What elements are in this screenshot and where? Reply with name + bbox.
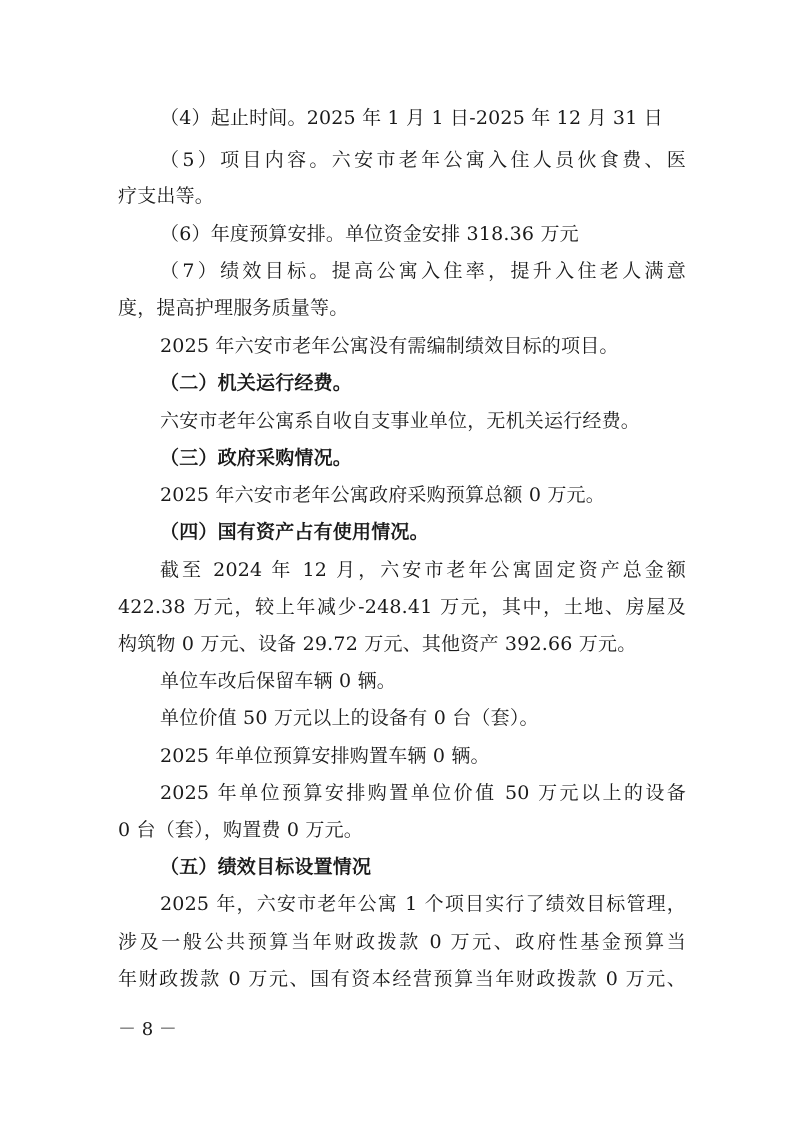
text-line: 单位价值 50 万元以上的设备有 0 台（套）。 [160,707,539,729]
section-heading: （二）机关运行经费。 [160,372,353,394]
text-line: 涉及一般公共预算当年财政拨款 0 万元、政府性基金预算当 [118,931,686,953]
text-line: 疗支出等。 [118,185,215,207]
section-heading: （五）绩效目标设置情况 [160,856,372,878]
text-line: 构筑物 0 万元、设备 29.72 万元、其他资产 392.66 万元。 [118,633,637,655]
text-line: 年财政拨款 0 万元、国有资本经营预算当年财政拨款 0 万元、 [118,968,686,990]
section-heading: （三）政府采购情况。 [160,447,353,469]
text-line: 度，提高护理服务质量等。 [118,297,349,319]
text-line: 2025 年单位预算安排购置单位价值 50 万元以上的设备 [160,782,686,804]
text-line: （4）起止时间。2025 年 1 月 1 日-2025 年 12 月 31 日 [160,107,663,129]
text-line: （5）项目内容。六安市老年公寓入住人员伙食费、医 [160,149,686,171]
text-line: 2025 年单位预算安排购置车辆 0 辆。 [160,745,490,767]
text-line: 2025 年六安市老年公寓没有需编制绩效目标的项目。 [160,335,619,357]
text-line: （7）绩效目标。提高公寓入住率，提升入住老人满意 [160,260,686,282]
page-number: － 8 － [118,1019,177,1040]
text-line: 单位车改后保留车辆 0 辆。 [160,670,396,692]
section-heading: （四）国有资产占有使用情况。 [160,521,429,543]
text-line: 2025 年六安市老年公寓政府采购预算总额 0 万元。 [160,484,605,506]
text-line: 2025 年，六安市老年公寓 1 个项目实行了绩效目标管理， [160,893,686,915]
text-line: 截至 2024 年 12 月，六安市老年公寓固定资产总金额 [160,559,686,581]
text-line: 0 台（套），购置费 0 万元。 [118,819,363,841]
text-line: 422.38 万元，较上年减少-248.41 万元，其中，土地、房屋及 [118,596,686,618]
text-line: （6）年度预算安排。单位资金安排 318.36 万元 [160,223,579,245]
text-line: 六安市老年公寓系自收自支事业单位，无机关运行经费。 [160,410,641,432]
